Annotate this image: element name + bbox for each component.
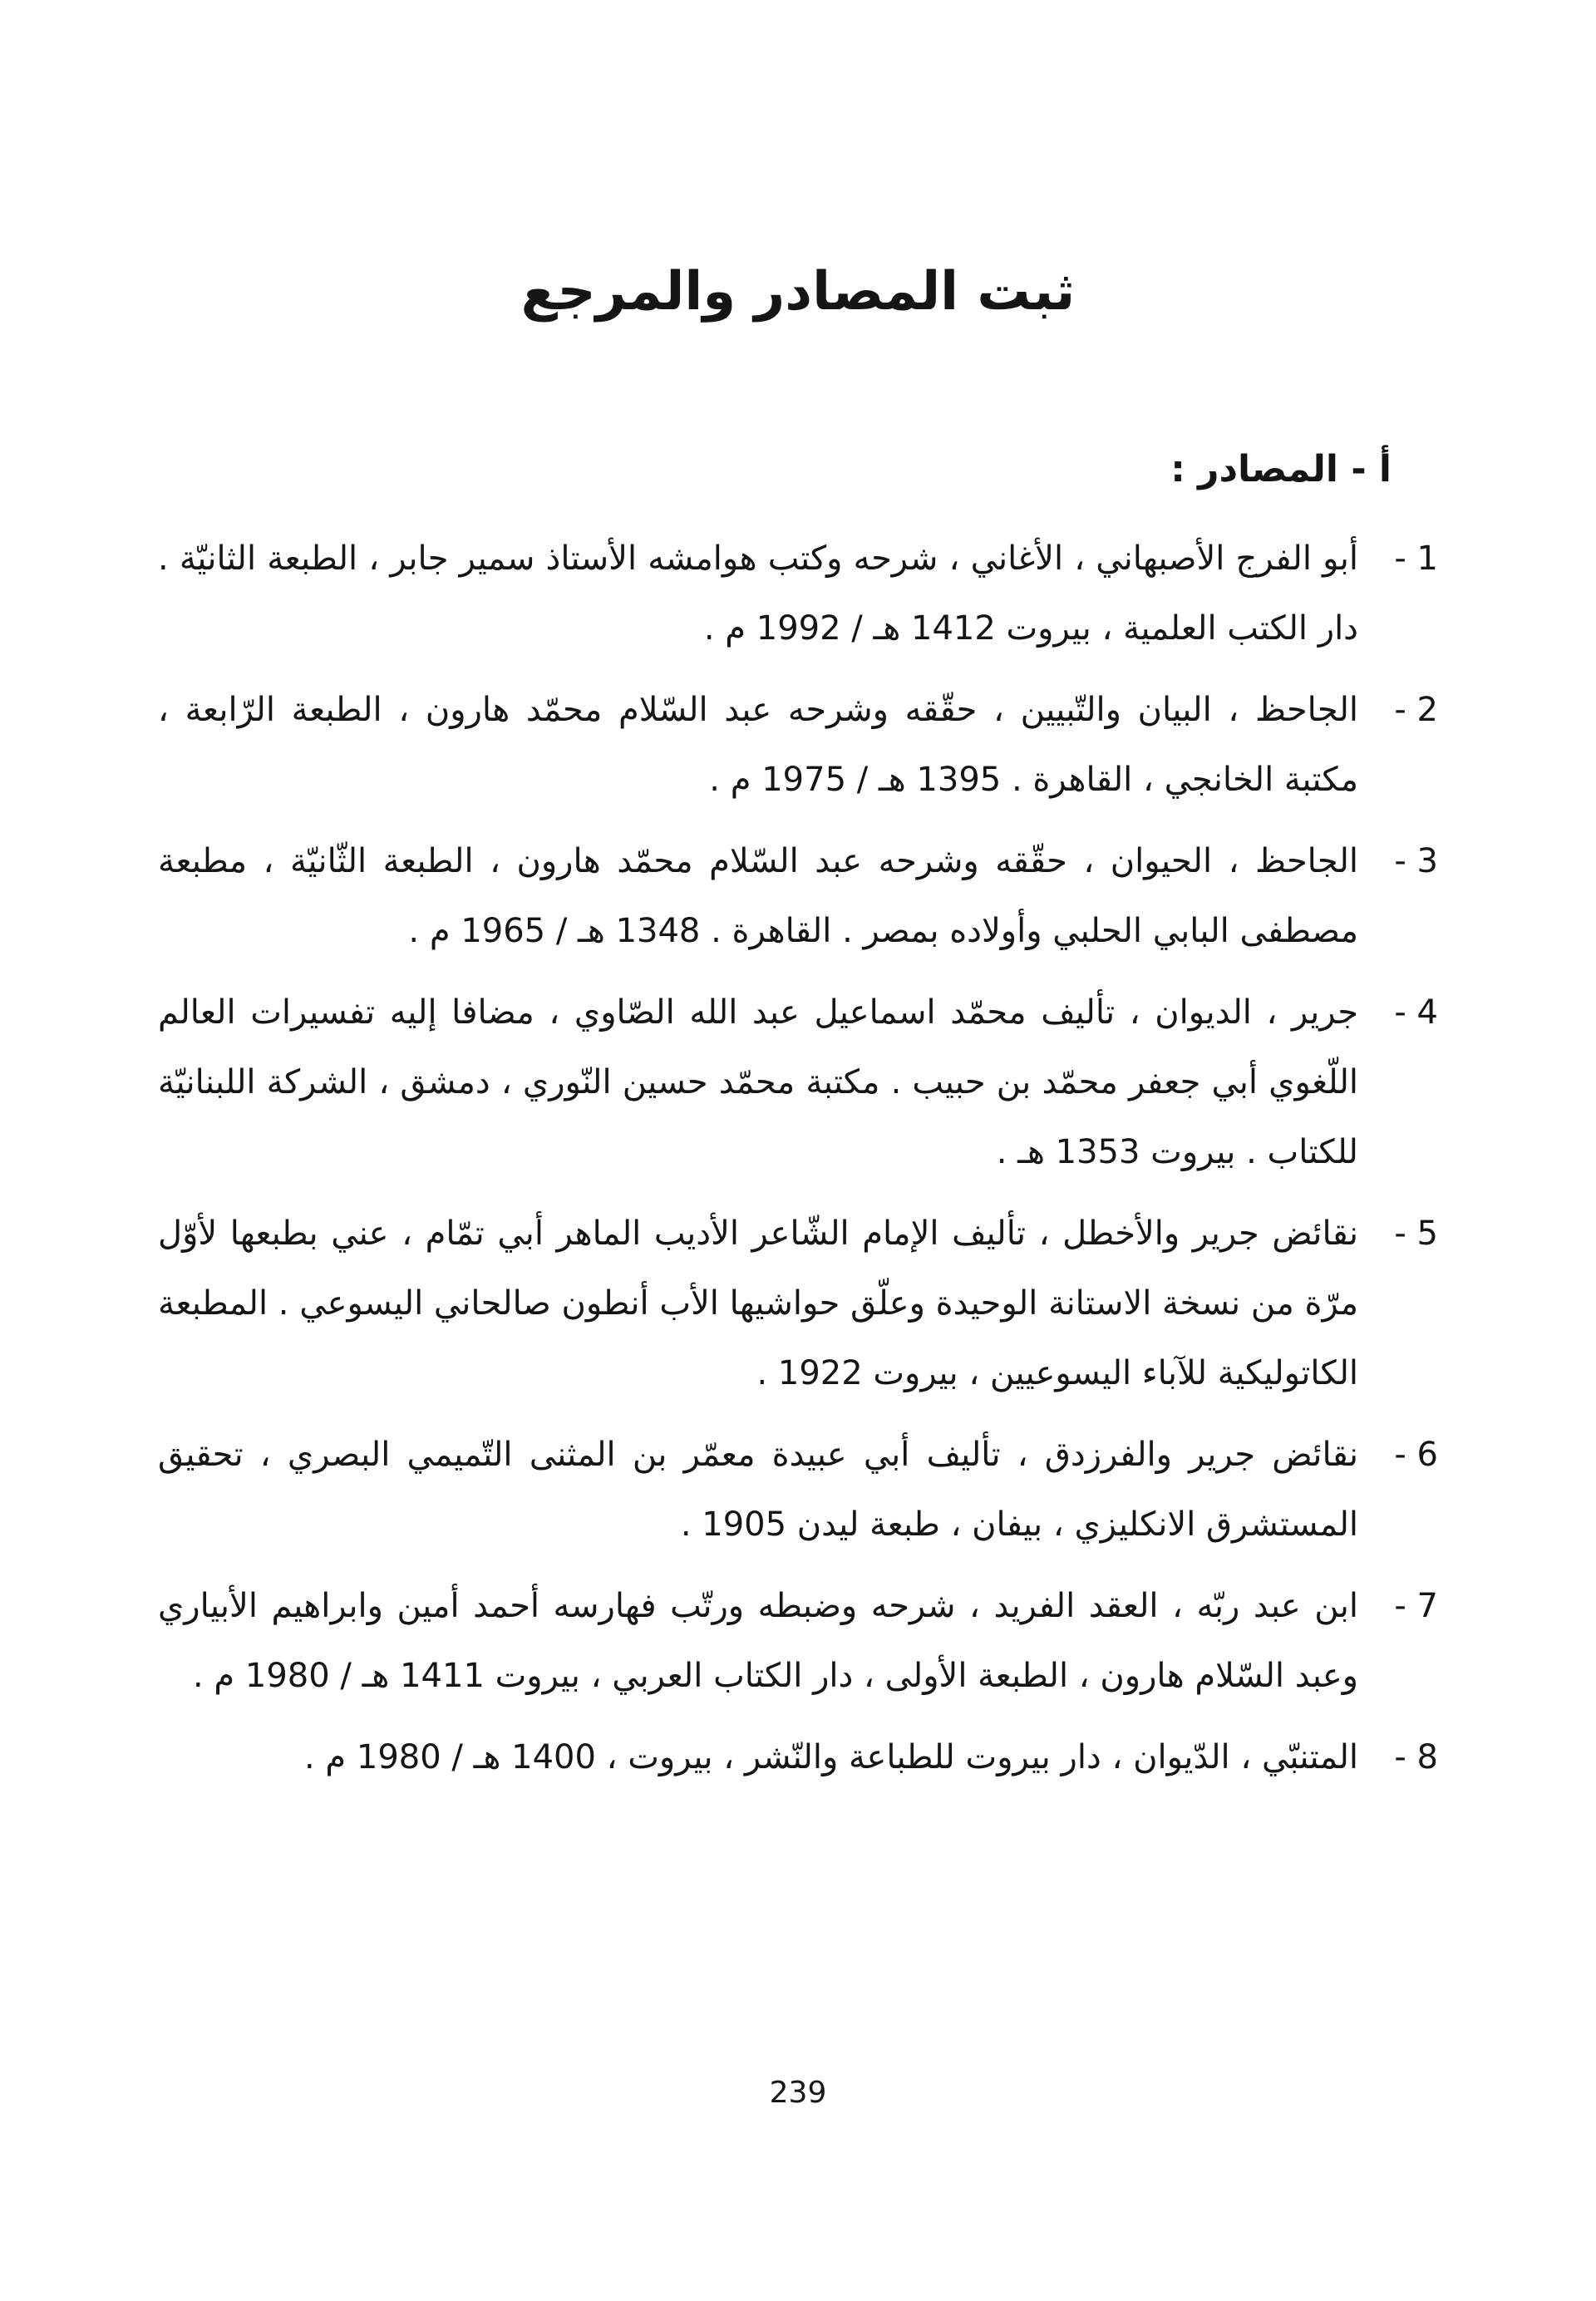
section-heading: أ - المصادر : xyxy=(1170,448,1392,490)
entry-text: جرير ، الديوان ، تأليف محمّد اسماعيل عبد الله الصّاوي ، مضافا إليه تفسيرات العالم اللّغوي أبي جعفر محمّد بن حبيب . مكتبة محمّد حسين النّوري ، دمشق ، الشركة اللبنانيّة للكتاب . بيروت 1353 هـ . xyxy=(158,993,1358,1171)
entry-dash: - xyxy=(1394,993,1406,1032)
entry-number: 5 xyxy=(1416,1215,1438,1253)
entry-text: نقائض جرير والأخطل ، تأليف الإمام الشّاعر الأديب الماهر أبي تمّام ، عني بطبعها لأوّل مرّة من نسخة الاستانة الوحيدة وعلّق حواشيها الأب أنطون صالحاني اليسوعي . المطبعة الكاتوليكية للآباء اليسوعيين ، بيروت 1922 . xyxy=(158,1215,1358,1392)
sources-list xyxy=(158,524,1438,1804)
list-item xyxy=(158,1420,1438,1559)
entry-number: 7 xyxy=(1416,1587,1438,1625)
list-item xyxy=(158,1571,1438,1711)
entry-number: 1 xyxy=(1416,540,1438,578)
entry-dash: - xyxy=(1394,691,1406,729)
entry-marker xyxy=(1368,524,1438,594)
entry-marker xyxy=(1368,1571,1438,1641)
entry-marker xyxy=(1368,675,1438,745)
page-number: 239 xyxy=(769,2076,827,2110)
entry-dash: - xyxy=(1394,1587,1406,1625)
list-item xyxy=(158,978,1438,1187)
entry-marker xyxy=(1368,1420,1438,1490)
entry-dash: - xyxy=(1394,842,1406,880)
entry-marker xyxy=(1368,1199,1438,1269)
entry-dash: - xyxy=(1394,1215,1406,1253)
list-item xyxy=(158,1199,1438,1408)
entry-text: أبو الفرج الأصبهاني ، الأغاني ، شرحه وكتب هوامشه الأستاذ سمير جابر ، الطبعة الثانيّة . دار الكتب العلمية ، بيروت 1412 هـ / 1992 م . xyxy=(158,540,1358,648)
entry-dash: - xyxy=(1394,540,1406,578)
entry-dash: - xyxy=(1394,1738,1406,1776)
list-item xyxy=(158,675,1438,815)
list-item xyxy=(158,524,1438,663)
entry-number: 8 xyxy=(1416,1738,1438,1776)
entry-marker xyxy=(1368,1722,1438,1792)
entry-dash: - xyxy=(1394,1436,1406,1474)
entry-text: المتنبّي ، الدّيوان ، دار بيروت للطباعة والنّشر ، بيروت ، 1400 هـ / 1980 م . xyxy=(303,1738,1358,1776)
entry-number: 4 xyxy=(1416,993,1438,1032)
entry-text: نقائض جرير والفرزدق ، تأليف أبي عبيدة معمّر بن المثنى التّميمي البصري ، تحقيق المستشرق الانكليزي ، بيفان ، طبعة ليدن 1905 . xyxy=(158,1436,1358,1544)
entry-marker xyxy=(1368,826,1438,896)
entry-text: الجاحظ ، البيان والتّبيين ، حقّقه وشرحه عبد السّلام محمّد هارون ، الطبعة الرّابعة ، مكتبة الخانجي ، القاهرة . 1395 هـ / 1975 م . xyxy=(158,691,1358,799)
list-item xyxy=(158,826,1438,966)
entry-text: ابن عبد ربّه ، العقد الفريد ، شرحه وضبطه ورتّب فهارسه أحمد أمين وابراهيم الأبياري وعبد السّلام هارون ، الطبعة الأولى ، دار الكتاب العربي ، بيروت 1411 هـ / 1980 م . xyxy=(158,1587,1358,1695)
list-item xyxy=(158,1722,1438,1792)
page-title: ثبت المصادر والمرجع xyxy=(520,260,1076,323)
entry-number: 6 xyxy=(1416,1436,1438,1474)
entry-marker xyxy=(1368,978,1438,1047)
entry-number: 3 xyxy=(1416,842,1438,880)
entry-text: الجاحظ ، الحيوان ، حقّقه وشرحه عبد السّلام محمّد هارون ، الطبعة الثّانيّة ، مطبعة مصطفى البابي الحلبي وأولاده بمصر . القاهرة . 1348 هـ / 1965 م . xyxy=(158,842,1358,950)
entry-number: 2 xyxy=(1416,691,1438,729)
